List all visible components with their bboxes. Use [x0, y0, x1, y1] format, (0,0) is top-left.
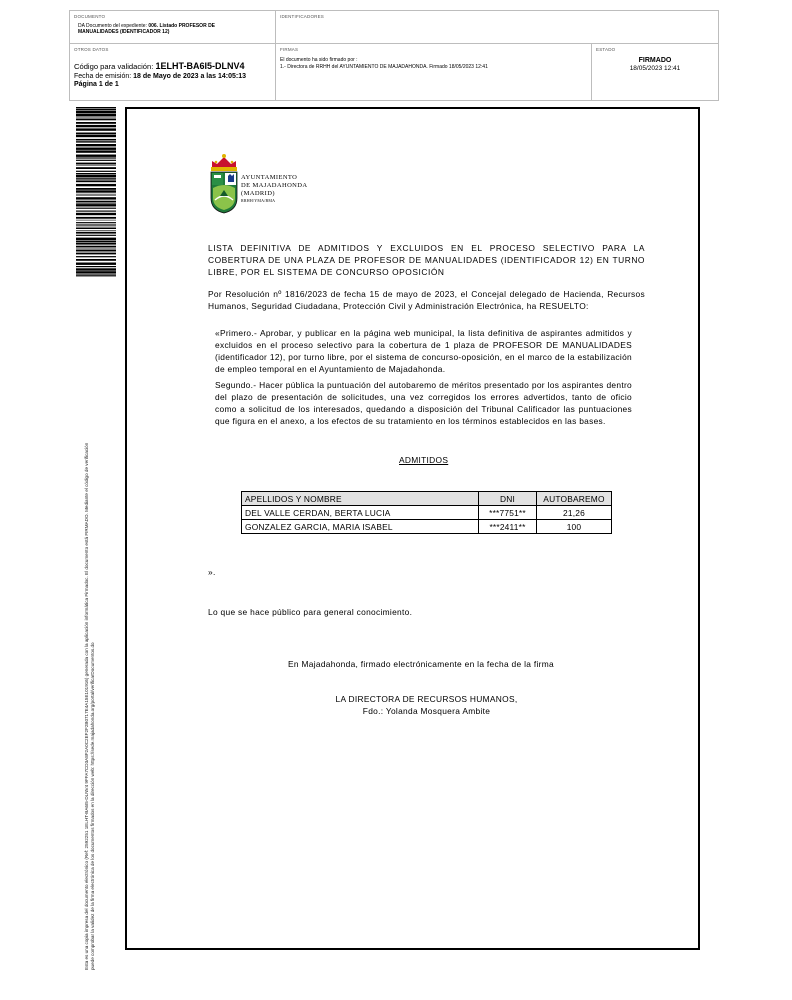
cell-dni: ***7751**: [479, 506, 537, 520]
documento-label: DOCUMENTO: [74, 14, 106, 19]
verification-side-text: [84, 270, 96, 970]
signature-place: En Majadahonda, firmado electrónicamente en la fecha de la firma: [288, 659, 554, 669]
signer-name: Fdo.: Yolanda Mosquera Ambite: [362, 706, 491, 716]
estado-label: ESTADO: [596, 47, 616, 52]
documento-cell: [70, 11, 276, 44]
org-line-1: AYUNTAMIENTO: [241, 174, 298, 181]
codigo-validacion: Código para validación: 1ELHT-BA6I5-DLNV4: [74, 61, 245, 71]
cell-dni: ***2411**: [479, 520, 537, 534]
intro-paragraph: Por Resolución nº 1816/2023 de fecha 15 de mayo de 2023, el Concejal delegado de Hacienda, Recursos Humanos, Seguridad Ciudadana, Protección Civil y Administración Electrónica, ha RESUELTO:: [208, 289, 645, 311]
signer-position: LA DIRECTORA DE RECURSOS HUMANOS,: [335, 694, 518, 704]
side-text-line-2: puede comprobar la validez de la firma electrónica de los documentos firmados en la dirección web: https://sede.majadahonda.org/portal/verificarDocumentos.do: [90, 642, 95, 970]
firmas-cell: [276, 44, 592, 100]
identificadores-label: IDENTIFICADORES: [280, 14, 325, 19]
org-line-3: (MADRID): [241, 190, 275, 197]
barcode-image: [76, 107, 116, 277]
cell-nombre: DEL VALLE CERDAN, BERTA LUCIA: [242, 506, 479, 520]
documento-value: DA Documento del expediente: 006. Listado PROFESOR DE MANUALIDADES (IDENTIFICADOR 12): [78, 23, 216, 35]
admitidos-table: [241, 491, 612, 534]
primero-paragraph: «Primero.- Aprobar, y publicar en la página web municipal, la lista definitiva de aspirantes admitidos y excluidos en el proceso selectivo para la cobertura de 1 plaza de PROFESOR DE MANUALIDADES (identificador 12), por turno libre, por el sistema de concurso-oposición, en el marco de la estabilización de empleo temporal en el Ayuntamiento de Majadahonda.: [215, 328, 632, 374]
pagina-indicator: Página 1 de 1: [74, 81, 119, 88]
publico-statement: Lo que se hace público para general conocimiento.: [208, 607, 413, 617]
closing-quote: ».: [208, 567, 216, 577]
cell-autobaremo: 21,26: [537, 506, 612, 520]
table-row: [242, 506, 612, 520]
document-title: LISTA DEFINITIVA DE ADMITIDOS Y EXCLUIDOS EN EL PROCESO SELECTIVO PARA LA COBERTURA DE UNA PLAZA DE PROFESOR DE MANUALIDADES (IDENTIFICADOR 12) EN TURNO LIBRE, POR EL SISTEMA DE CONCURSO OPOSICIÓN: [208, 243, 645, 277]
estado-date: 18/05/2023 12:41: [629, 65, 681, 72]
table-header-row: [242, 492, 612, 506]
firmas-line: 1.- Directora de RRHH del AYUNTAMIENTO DE MAJADAHONDA. Firmado 18/05/2023 12:41: [280, 64, 488, 70]
firmas-label: FIRMAS: [280, 47, 299, 52]
estado-cell: [592, 44, 718, 100]
table-row: [242, 520, 612, 534]
estado-value: FIRMADO: [638, 57, 672, 64]
identificadores-cell: [276, 11, 718, 44]
cell-nombre: GONZALEZ GARCIA, MARIA ISABEL: [242, 520, 479, 534]
column-header-dni: DNI: [479, 492, 537, 506]
coat-of-arms-icon: [208, 152, 240, 214]
side-text-line-1: Esta es una copia impresa del documento electrónico (Ref: 2592251 1ELHT-BA6I5-DLNV4 9FFA7CD3A8F2A0C2EF2F2B0717E4A15E101916) generada con la aplicación informática Firmadoc. El documento está FIRMADO. Mediante el código de verificación: [84, 442, 89, 970]
segundo-paragraph: Segundo.- Hacer pública la puntuación del autobaremo de méritos presentado por los aspirantes dentro del plazo de presentación de solicitudes, una vez corregidos los errores advertidos, tanto de oficio como a solicitud de los interesados, quedando a disposición del Tribunal Calificador las puntuaciones que figura en el anexo, a los efectos de su tratamiento en los términos establecidos en las bases.: [215, 380, 632, 426]
otros-datos-cell: [70, 44, 276, 100]
org-reference: RRHH/YMA/BMA: [241, 198, 276, 203]
otros-datos-label: OTROS DATOS: [74, 47, 109, 52]
admitidos-heading: ADMITIDOS: [399, 455, 449, 465]
cell-autobaremo: 100: [537, 520, 612, 534]
fecha-emision: Fecha de emisión: 18 de Mayo de 2023 a las 14:05:13: [74, 73, 247, 80]
column-header-nombre: APELLIDOS Y NOMBRE: [242, 492, 479, 506]
organization-name: [241, 174, 307, 204]
firmas-intro: El documento ha sido firmado por :: [280, 57, 358, 63]
column-header-autobaremo: AUTOBAREMO: [537, 492, 612, 506]
org-line-2: DE MAJADAHONDA: [241, 182, 308, 189]
document-header: [69, 10, 719, 101]
